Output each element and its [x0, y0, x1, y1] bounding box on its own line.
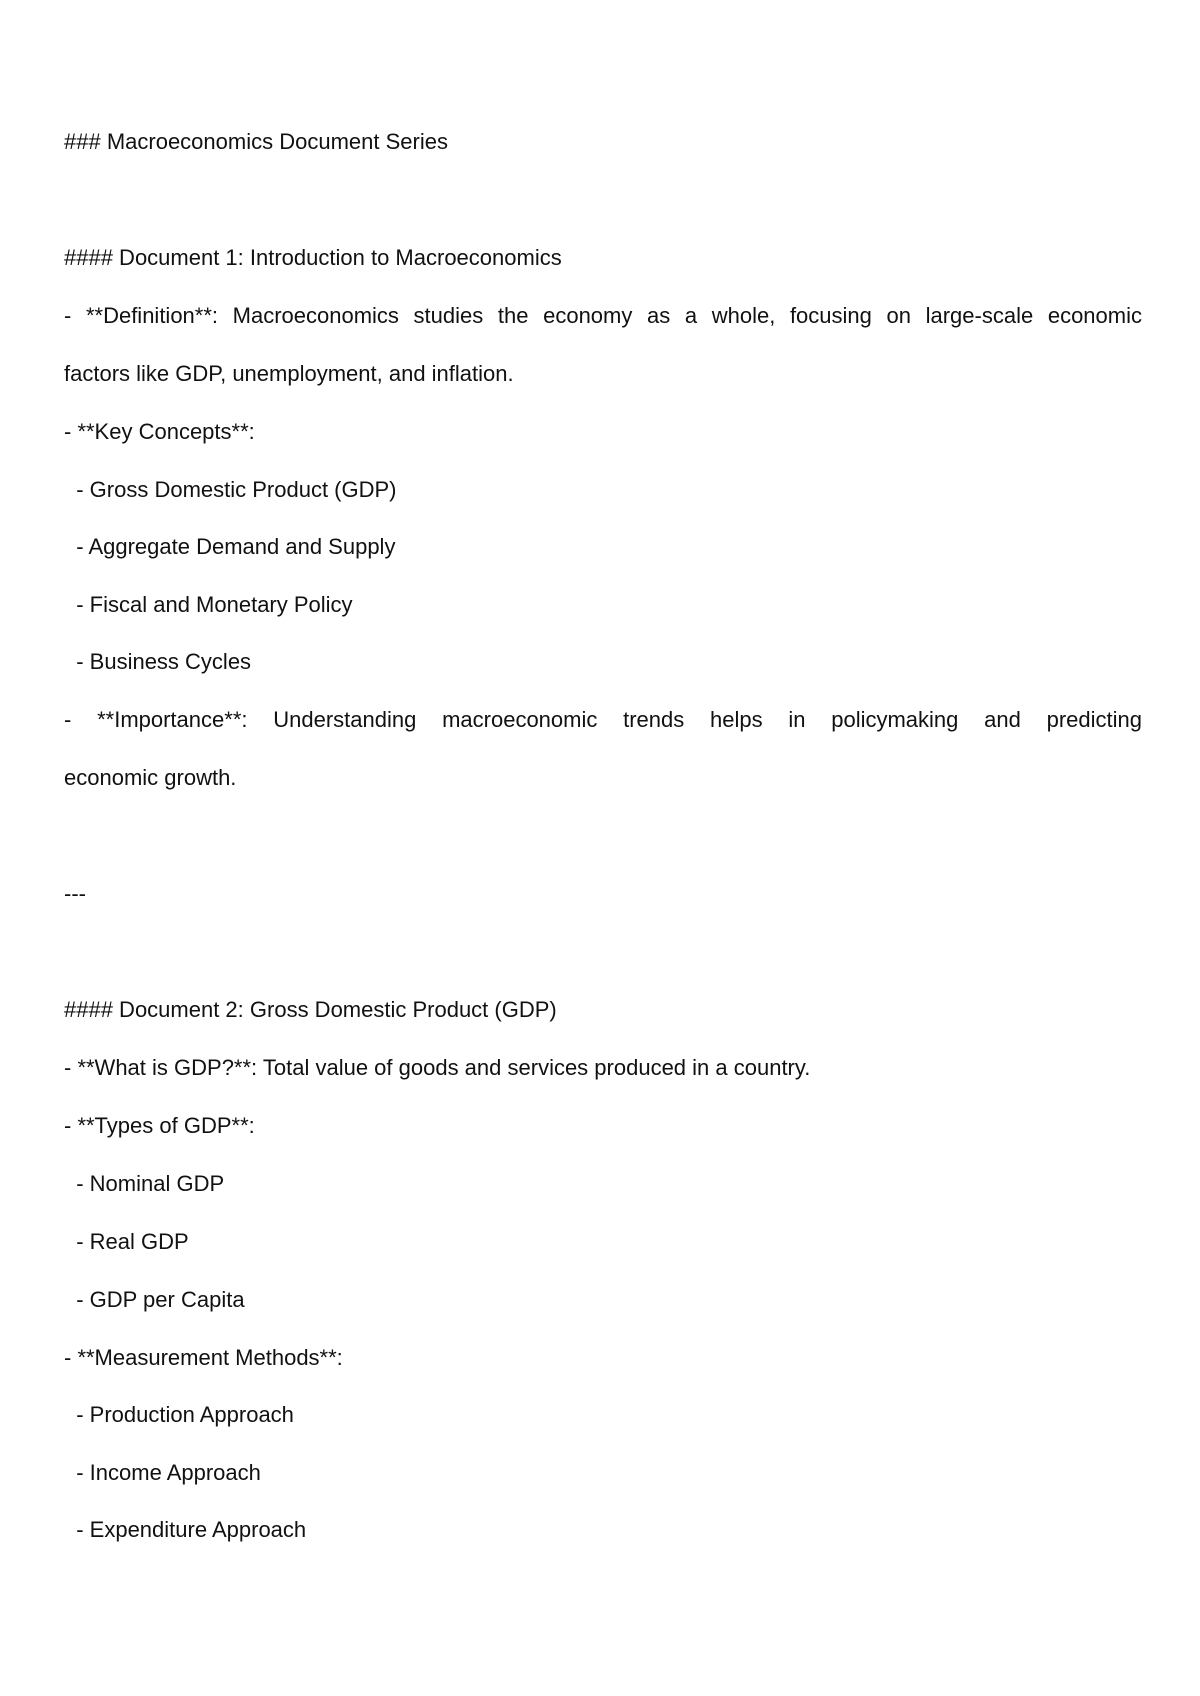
series-title: ### Macroeconomics Document Series	[64, 129, 448, 154]
doc2-heading: #### Document 2: Gross Domestic Product (GDP)	[64, 997, 557, 1022]
section-separator: ---	[64, 881, 86, 906]
doc2-types-label: - **Types of GDP**:	[64, 1113, 255, 1138]
list-item: - GDP per Capita	[64, 1287, 245, 1312]
doc1-definition-line1: - **Definition**: Macroeconomics studies the economy as a whole, focusing on large-scale economic	[64, 303, 1142, 328]
list-item: - Real GDP	[64, 1229, 189, 1254]
list-item: - Income Approach	[64, 1460, 261, 1485]
list-item: - Production Approach	[64, 1402, 294, 1427]
doc2-what-is: - **What is GDP?**: Total value of goods and services produced in a country.	[64, 1055, 811, 1080]
list-item: - Gross Domestic Product (GDP)	[64, 477, 397, 502]
doc1-importance-line1: - **Importance**: Understanding macroeconomic trends helps in policymaking and predicting	[64, 707, 1142, 732]
list-item: - Expenditure Approach	[64, 1517, 307, 1542]
list-item: - Fiscal and Monetary Policy	[64, 592, 353, 617]
list-item: - Business Cycles	[64, 649, 252, 674]
doc1-definition-line2: factors like GDP, unemployment, and inflation.	[64, 361, 514, 386]
list-item: - Aggregate Demand and Supply	[64, 534, 396, 559]
doc1-importance-line2: economic growth.	[64, 765, 237, 790]
doc1-heading: #### Document 1: Introduction to Macroeconomics	[64, 245, 562, 270]
list-item: - Nominal GDP	[64, 1171, 225, 1196]
doc2-methods-label: - **Measurement Methods**:	[64, 1345, 343, 1370]
doc1-key-concepts-label: - **Key Concepts**:	[64, 419, 255, 444]
